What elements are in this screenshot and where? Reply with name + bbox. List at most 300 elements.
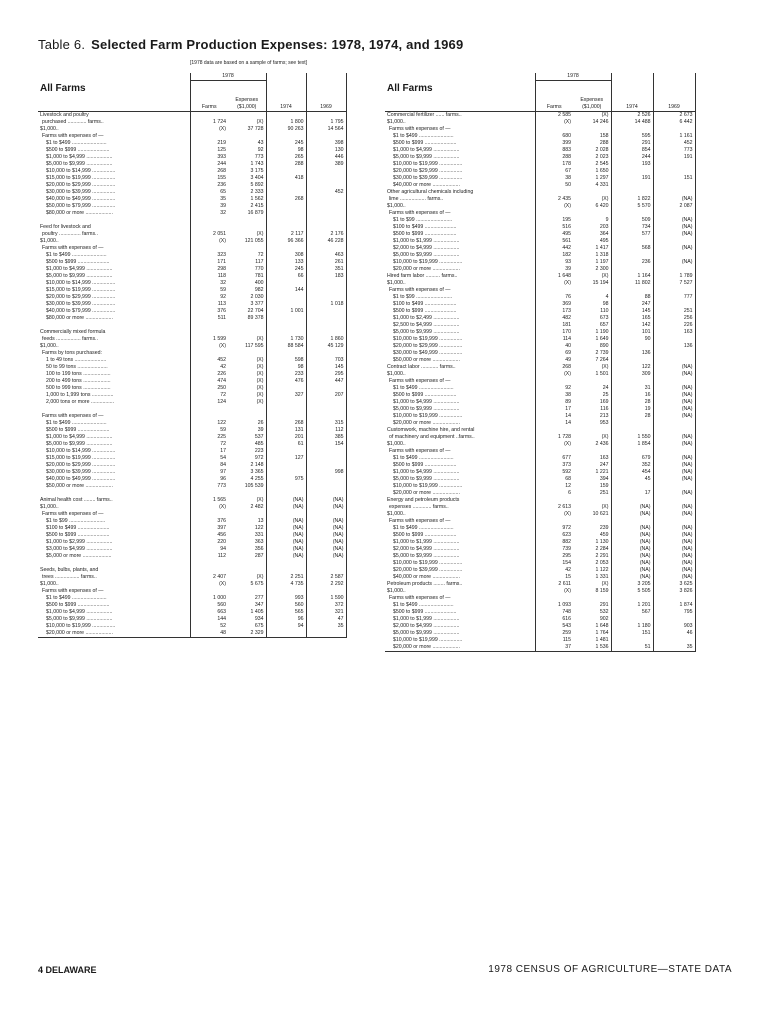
value-1969 [653,287,695,294]
row-label: $1,000 to $4,999 .................. [393,147,460,153]
expenses-value [573,287,611,294]
farms-value: 39 [535,266,573,273]
row-label: $1,000.. [387,371,406,377]
value-1974: 993 [266,595,306,602]
expenses-value: 3 377 [250,301,264,307]
table-row [38,329,346,336]
table-row [38,539,346,546]
value-1974 [266,483,306,490]
row-label: $15,000 to $19,999 ................ [46,455,116,461]
farms-value: 72 [190,441,228,448]
value-1974: 122 [611,364,653,371]
table-row [385,126,695,133]
value-1974: (NA) [611,567,653,574]
value-1969: (NA) [653,434,695,441]
row-label: $5,000 to $9,999 .................. [393,476,460,482]
expenses-value: 277 [254,595,264,601]
expenses-value [573,427,611,434]
expenses-value: 5 892 [250,182,264,188]
farms-value: 6 [535,490,573,497]
table-row [385,539,695,546]
row-label: Contract labor ............ farms.. [387,364,456,370]
value-1974: 142 [611,322,653,329]
row-label: Commercial fertilizer ...... farms.. [387,112,462,118]
value-1974: 568 [611,245,653,252]
expenses-value: 116 [600,406,609,412]
farms-value: 298 [190,266,228,273]
table-row [385,427,695,434]
farms-value: 118 [190,273,228,280]
expenses-value: (X) [256,574,264,580]
table-row [385,413,695,420]
expenses-value: (X) [256,119,264,125]
expenses-value: 247 [599,462,609,468]
table-row [385,483,695,490]
expenses-value: 364 [599,231,609,237]
value-1969: 321 [306,609,346,616]
row-label [38,490,190,497]
farms-value: 93 [535,259,573,266]
farms-value: 96 [190,476,228,483]
table-row [385,469,695,476]
value-1974 [266,385,306,392]
value-1974: 1 201 [611,602,653,609]
expenses-value: 287 [254,553,264,559]
expenses-value: 3 404 [250,175,264,181]
table-row [38,616,346,623]
row-label [38,560,190,567]
value-1969 [306,329,346,336]
expenses-value: 163 [599,455,609,461]
right-table-panel [385,73,696,652]
table-row [38,280,346,287]
row-label: Farms with expenses of — [42,133,104,139]
farms-value: 442 [535,245,573,252]
table-row [38,119,346,126]
farms-value: 89 [535,399,573,406]
value-1969 [306,224,346,231]
value-1974: 288 [266,161,306,168]
farms-value [190,560,228,567]
row-label: $1 to $499 ........................ [393,525,454,531]
row-label: $5,000 to $9,999 .................. [393,630,460,636]
table-row [385,609,695,616]
table-row [38,476,346,483]
value-1969: 2 292 [306,581,346,588]
table-row [38,252,346,259]
table-row [385,476,695,483]
expenses-value: 972 [254,455,264,461]
row-label: $1 to $499 ........................ [393,133,454,139]
farms-value: 76 [535,294,573,301]
value-1969: 163 [653,329,695,336]
row-label: $5,000 to $9,999 .................. [393,329,460,335]
farms-value: 94 [190,546,228,553]
expenses-value: 117 595 [245,343,264,349]
expenses-value: 24 [602,385,609,391]
value-1974 [266,469,306,476]
value-1974: 1 550 [611,434,653,441]
table-row [38,602,346,609]
value-1969 [306,448,346,455]
value-1974 [266,280,306,287]
farms-value: 259 [535,630,573,637]
expenses-value: 251 [599,490,609,496]
value-1969: (NA) [653,476,695,483]
expenses-value: 400 [254,280,264,286]
value-1969 [306,483,346,490]
value-1974: 88 584 [266,343,306,350]
value-1969: (NA) [653,399,695,406]
value-1974: 191 [611,175,653,182]
value-1969 [653,210,695,217]
farms-value [535,210,573,217]
row-label: Customwork, machine hire, and rental [387,427,475,433]
table-row [38,287,346,294]
table-row [385,287,695,294]
table-row [38,322,346,329]
value-1969: (NA) [653,406,695,413]
value-1974: 61 [266,441,306,448]
farms-value: 452 [190,357,228,364]
value-1969: 154 [306,441,346,448]
table-row [385,574,695,581]
expenses-value: 890 [599,343,609,349]
value-1974 [266,490,306,497]
value-1969 [306,476,346,483]
value-1969: 398 [306,140,346,147]
expenses-value: 1 297 [595,175,609,181]
expenses-value: 1 501 [595,371,609,377]
right-col-1969: 1969 [653,73,695,112]
farms-value: 268 [535,364,573,371]
expenses-value [573,210,611,217]
value-1974: (NA) [266,504,306,511]
expenses-value: 1 221 [595,469,609,475]
value-1969: (NA) [653,231,695,238]
table-row [38,406,346,413]
expenses-value: 485 [254,441,264,447]
farms-value: 393 [190,154,228,161]
table-row [385,217,695,224]
expenses-value: 1 197 [595,259,609,265]
value-1969: 1 874 [653,602,695,609]
value-1969 [306,511,346,518]
expenses-value: 1 405 [250,609,264,615]
farms-value: 49 [535,357,573,364]
farms-value: 1 000 [190,595,228,602]
row-label: $100 to $499 ...................... [393,224,457,230]
row-label: $1,000 to $1,999 .................. [393,539,460,545]
row-label: $10,000 to $19,999 ................ [393,637,463,643]
row-label: $500 to $999 ...................... [46,532,110,538]
value-1969 [306,413,346,420]
value-1969: (NA) [653,371,695,378]
value-1969 [306,280,346,287]
table-row [38,301,346,308]
value-1974: 309 [611,371,653,378]
row-label: Farms with expenses of — [389,210,451,216]
value-1974: (NA) [266,539,306,546]
value-1969: 7 527 [653,280,695,287]
row-label: 500 to 999 tons ................... [46,385,111,391]
table-row [38,182,346,189]
row-label: $5,000 to $9,999 .................. [393,553,460,559]
table-row [385,644,695,652]
row-label: $1,000.. [40,126,59,132]
row-label: 100 to 199 tons ................... [46,371,111,377]
row-label: Farms with expenses of — [389,287,451,293]
farms-value: 1 093 [535,602,573,609]
farms-value: (X) [190,126,228,133]
value-1974 [266,210,306,217]
value-1969: (NA) [653,441,695,448]
farms-value: 17 [535,406,573,413]
value-1969: (NA) [306,539,346,546]
table-row [385,560,695,567]
table-row [38,588,346,595]
farms-value [190,567,228,574]
value-1969 [653,301,695,308]
farms-value: 560 [190,602,228,609]
expenses-value: 14 246 [592,119,609,125]
row-label: $10,000 to $19,999 ................ [393,413,463,419]
value-1969 [653,637,695,644]
table-row [385,168,695,175]
value-1969 [306,399,346,406]
expenses-value: 4 [605,294,609,300]
expenses-value: 495 [599,238,609,244]
row-label: $5,000 or more .................... [46,553,112,559]
value-1974 [266,217,306,224]
expenses-value: 2 291 [595,553,609,559]
row-label: $10,000 to $14,999 ................ [46,168,116,174]
expenses-value: 2 482 [250,504,264,510]
value-1974: 734 [611,224,653,231]
row-label: $1,000.. [387,203,406,209]
expenses-value: 4 331 [595,182,609,188]
farms-value: 2 613 [535,504,573,511]
value-1969 [306,308,346,315]
value-1969: (NA) [653,196,695,203]
value-1974: 565 [266,609,306,616]
row-label: $1,000.. [40,581,59,587]
value-1969 [653,427,695,434]
value-1969: 46 [653,630,695,637]
table-row [385,140,695,147]
row-label: $1,000 to $2,999 .................. [46,539,113,545]
row-label: Farms with expenses of — [389,448,451,454]
row-label: $10,000 to $14,999 ................ [46,448,116,454]
expenses-value: (X) [601,112,609,118]
table-row [38,343,346,350]
farms-value: 125 [190,147,228,154]
farms-value: 543 [535,623,573,630]
expenses-value: (X) [256,357,264,363]
row-label: $40,000 to $49,999 ................ [46,196,116,202]
table-row [385,245,695,252]
value-1969: 351 [306,266,346,273]
row-label: $500 to $999 ...................... [46,427,110,433]
table-row [385,406,695,413]
value-1974: 14 488 [611,119,653,126]
row-label: $1,000 to $4,999 .................. [46,434,113,440]
table-row [38,392,346,399]
value-1974: 560 [266,602,306,609]
value-1969 [306,168,346,175]
row-label: $5,000 to $9,999 .................. [46,616,113,622]
expenses-value: 291 [599,602,609,608]
table-row [38,308,346,315]
expenses-value: 1 481 [595,637,609,643]
table-row [38,413,346,420]
farms-value: (X) [190,504,228,511]
expenses-value: 2 545 [595,161,609,167]
farms-value: 680 [535,133,573,140]
table-row [385,133,695,140]
farms-value: 225 [190,434,228,441]
value-1969: 191 [653,154,695,161]
table-row [38,231,346,238]
row-label: lime .................. farms.. [389,196,444,202]
table-row [385,224,695,231]
row-label: $10,000 to $19,999 ................ [393,161,463,167]
row-label: $80,000 or more ................... [46,315,113,321]
row-label: $2,000 to $4,999 .................. [393,546,460,552]
table-row [38,371,346,378]
value-1969: 1 018 [306,301,346,308]
table-row [385,504,695,511]
expenses-value: 10 621 [592,511,609,517]
value-1974 [611,357,653,364]
farms-value [535,427,573,434]
value-1974: 2 251 [266,574,306,581]
value-1974: 2 526 [611,112,653,120]
value-1969 [653,336,695,343]
row-label: $500 to $999 ...................... [46,602,110,608]
value-1974 [266,112,306,120]
table-row [385,238,695,245]
farms-value [535,126,573,133]
value-1974 [611,595,653,602]
farms-value [190,133,228,140]
expenses-value [228,560,266,567]
row-label: Farms with expenses of — [42,511,104,517]
table-row [38,469,346,476]
value-1969 [306,217,346,224]
expenses-value [228,245,266,252]
farms-value: 182 [535,252,573,259]
value-1969: 452 [306,189,346,196]
value-1969: 261 [306,259,346,266]
value-1974: 90 263 [266,126,306,133]
value-1969 [653,168,695,175]
table-row [38,581,346,588]
row-label: Commercially mixed formula [40,329,106,335]
expenses-value: 2 023 [595,154,609,160]
value-1974: 975 [266,476,306,483]
farms-value: 171 [190,259,228,266]
value-1969 [306,455,346,462]
row-label: $1 to $499 ........................ [393,385,454,391]
row-label: $1 to $499 ........................ [46,252,107,258]
expenses-value: 773 [254,154,264,160]
farms-value: 65 [190,189,228,196]
table-row [385,196,695,203]
value-1974: 577 [611,231,653,238]
value-1974: (NA) [611,560,653,567]
farms-value: 592 [535,469,573,476]
value-1969 [306,175,346,182]
table-row [385,602,695,609]
expenses-value: 2 028 [595,147,609,153]
value-1969: 130 [306,147,346,154]
value-1969: 2 673 [653,112,695,120]
table-row [385,154,695,161]
farms-value [190,588,228,595]
farms-value: 373 [535,462,573,469]
value-1974 [266,406,306,413]
farms-value: 1 724 [190,119,228,126]
left-table [38,73,347,638]
value-1969: (NA) [653,259,695,266]
value-1969: 47 [306,616,346,623]
value-1974 [611,483,653,490]
value-1974: 19 [611,406,653,413]
row-label: $10,000 to $19,999 ................ [393,560,463,566]
expenses-value: 2 436 [595,441,609,447]
row-label: $1,000.. [40,504,59,510]
table-row [385,553,695,560]
farms-value: 114 [535,336,573,343]
value-1969: 777 [653,294,695,301]
value-1969: 447 [306,378,346,385]
farms-value [190,322,228,329]
farms-value: 482 [535,315,573,322]
value-1974: 1 800 [266,119,306,126]
value-1969: 998 [306,469,346,476]
value-1974 [266,245,306,252]
expenses-value: 15 194 [592,280,609,286]
value-1969: 35 [306,623,346,630]
table-row [385,588,695,595]
farms-value: 122 [190,420,228,427]
table-row [385,637,695,644]
value-1974: 598 [266,357,306,364]
value-1969: (NA) [653,413,695,420]
farms-value [535,287,573,294]
value-1969: (NA) [306,546,346,553]
table-row [385,595,695,602]
table-row [38,511,346,518]
expenses-value: 105 539 [244,483,264,489]
expenses-value: (X) [601,504,609,510]
table-row [38,336,346,343]
table-row [38,357,346,364]
farms-value: 42 [190,364,228,371]
value-1969 [653,161,695,168]
row-label: $3,000 to $4,999 .................. [46,546,113,552]
farms-value: 323 [190,252,228,259]
farms-value: 59 [190,427,228,434]
farms-value: 195 [535,217,573,224]
value-1969: 703 [306,357,346,364]
table-row [38,315,346,322]
table-row [385,420,695,427]
value-1969: 2 587 [306,574,346,581]
value-1974: 291 [611,140,653,147]
expenses-value: (X) [256,399,264,405]
